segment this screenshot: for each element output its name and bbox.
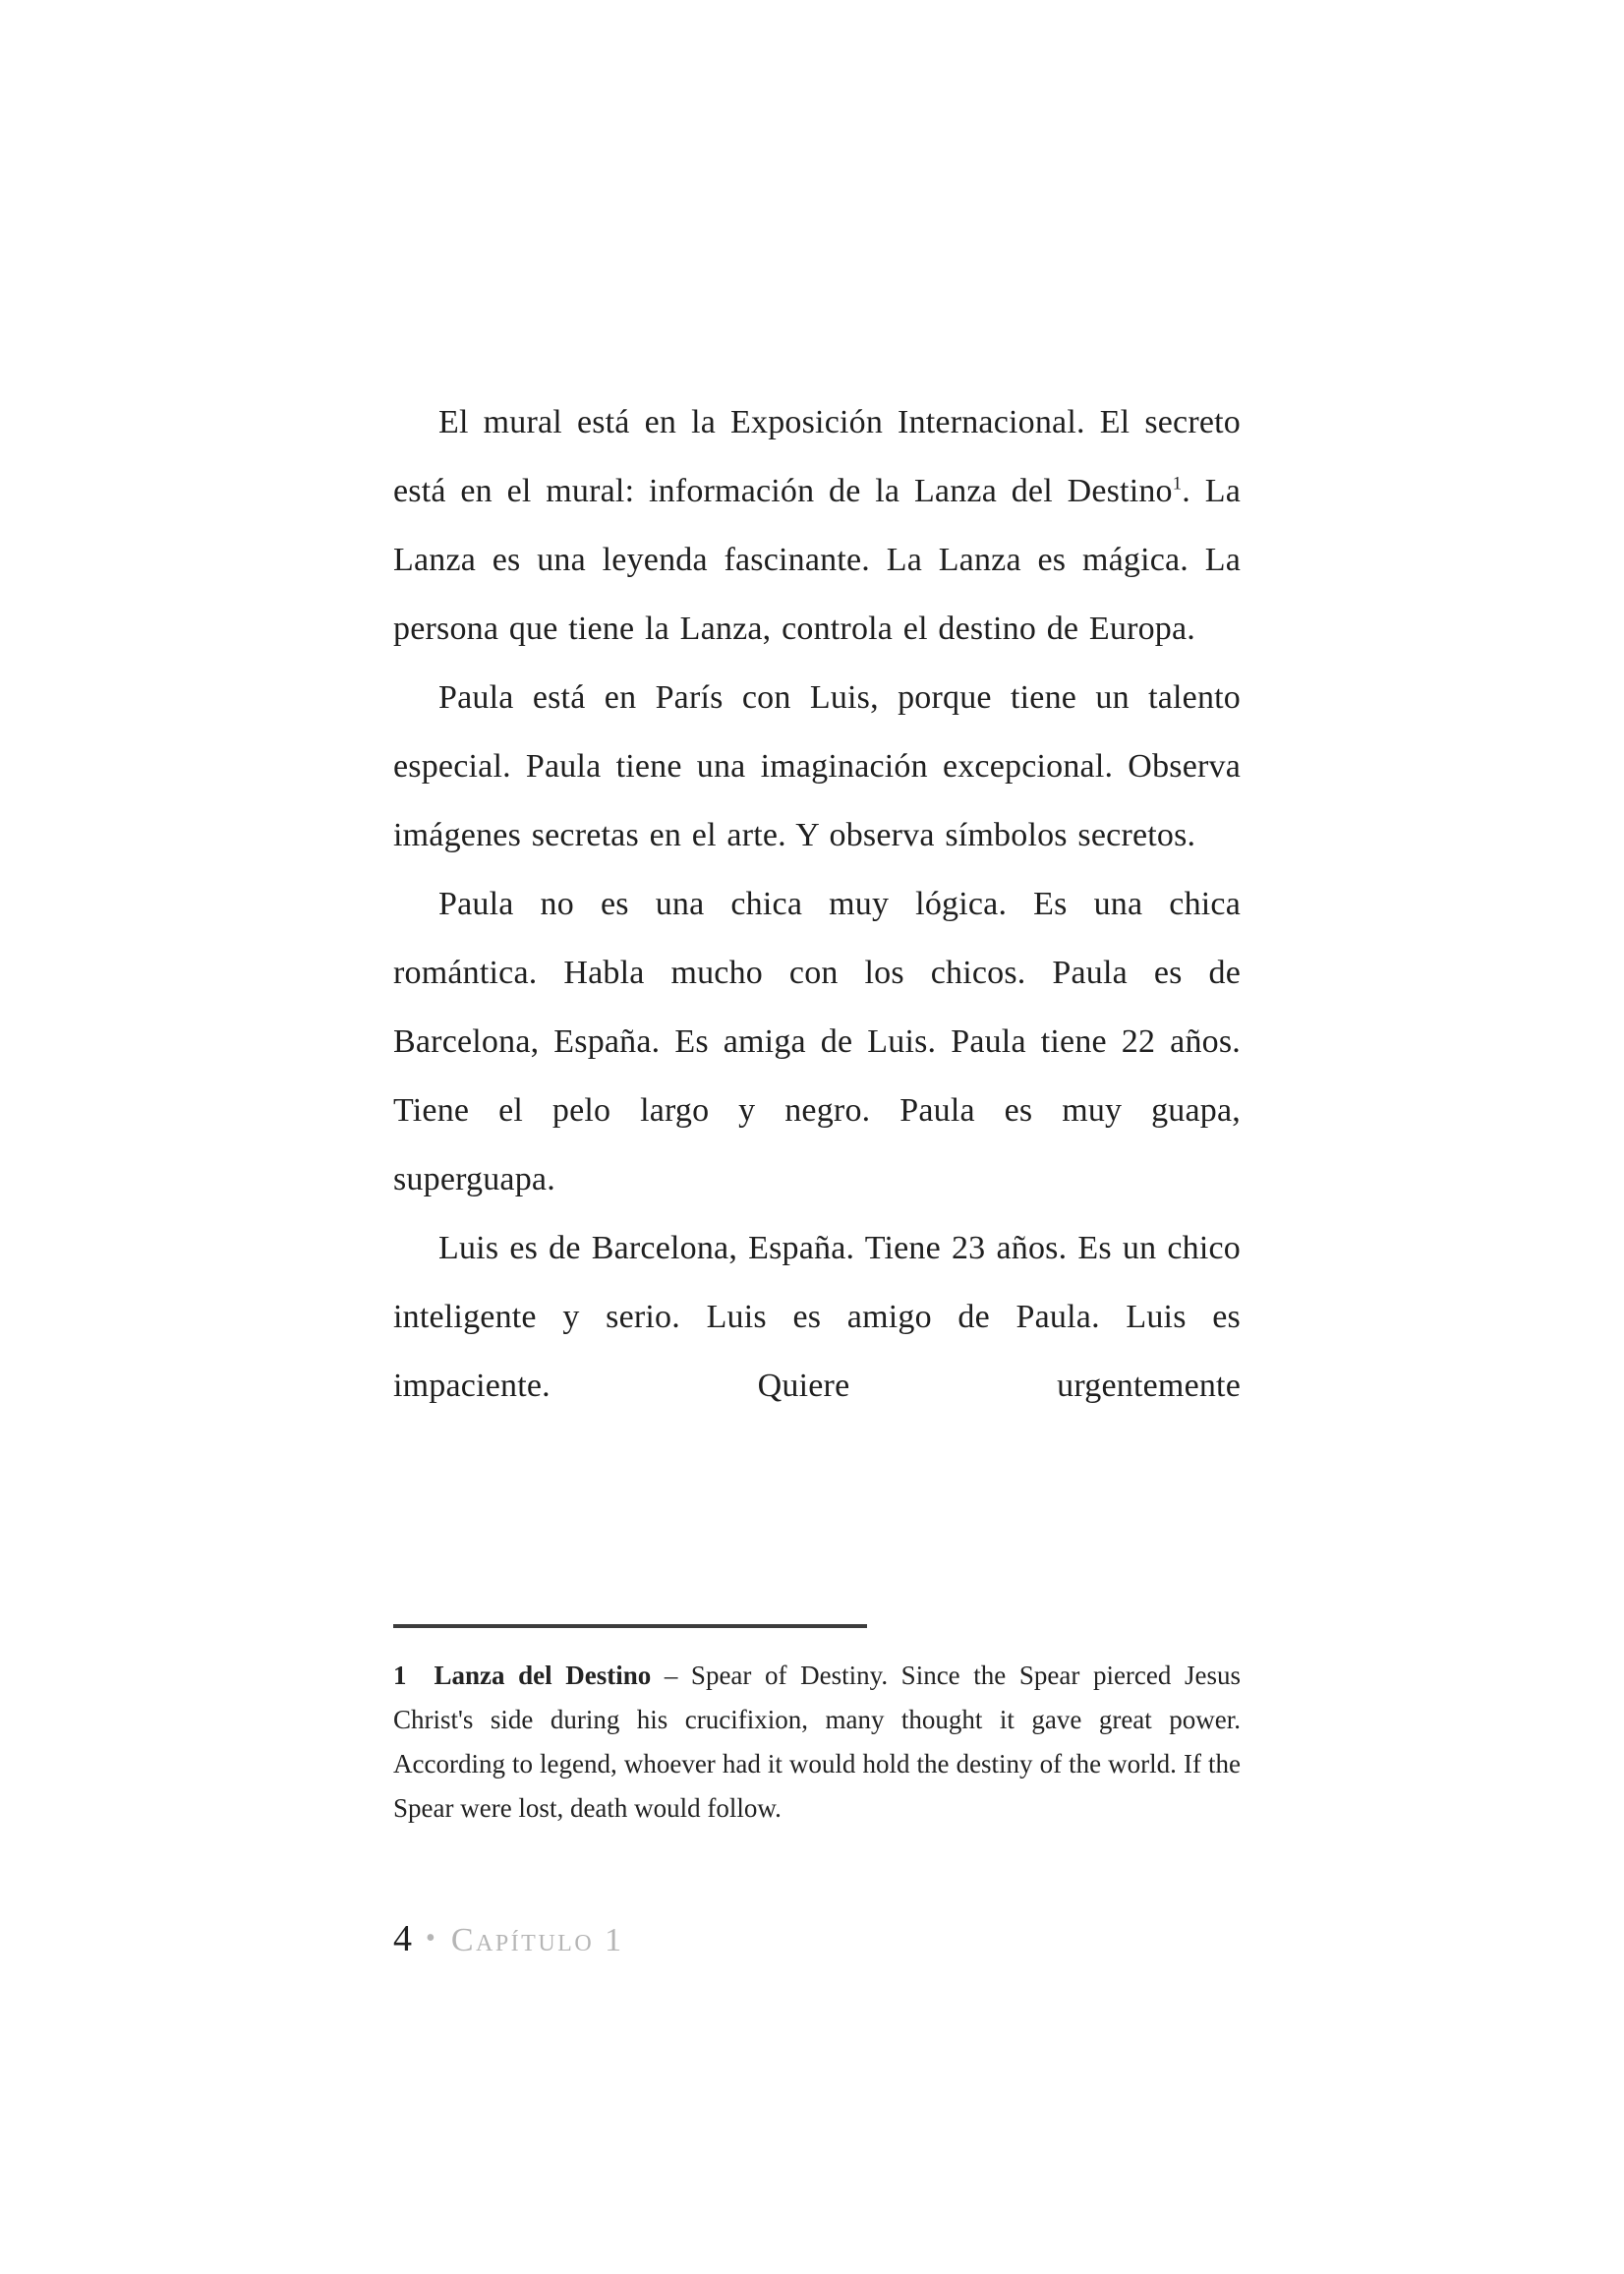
bullet-separator: • <box>426 1923 435 1953</box>
paragraph-3: Paula no es una chica muy lógica. Es una chica romántica. Habla mucho con los chicos. Paula es de Barcelona, España. Es amiga de Luis. Paula tiene 22 años. Tiene el pelo largo y negro. Paula es muy guapa, superguapa. <box>393 886 1241 1197</box>
footnote-definition: – Spear of Destiny. Since the Spear pierced Jesus Christ's side during his crucifixion, many thought it gave great power. According to legend, whoever had it would hold the destiny of the world. If the Spear were lost, death would follow. <box>393 1661 1241 1823</box>
paragraph-2: Paula está en París con Luis, porque tiene un talento especial. Paula tiene una imaginación excepcional. Observa imágenes secretas en el arte. Y observa símbolos secretos. <box>393 679 1241 853</box>
footnote-marker: 1 <box>393 1661 407 1690</box>
footnote-reference: 1 <box>1172 473 1183 495</box>
footnote-section <box>393 1624 1241 1831</box>
paragraph-1-text: El mural está en la Exposición Internacional. El secreto está en el mural: información de la Lanza del Destino <box>393 404 1241 509</box>
footnote-term: Lanza del Destino <box>434 1661 652 1690</box>
paragraph-1 <box>393 388 1241 664</box>
chapter-label: Capítulo 1 <box>450 1922 624 1958</box>
footnote-text <box>393 1654 1241 1831</box>
footnote-divider <box>393 1624 867 1628</box>
paragraph-4: Luis es de Barcelona, España. Tiene 23 años. Es un chico inteligente y serio. Luis es amigo de Paula. Luis es impaciente. Quiere urgentemente <box>393 1230 1241 1404</box>
body-text-block <box>393 388 1241 1421</box>
paragraph-1-continuation: . La Lanza es una leyenda fascinante. La Lanza es mágica. La persona que tiene la Lanza, controla el destino de Europa. <box>393 473 1241 647</box>
page-footer <box>393 1917 624 1960</box>
page-number: 4 <box>393 1918 412 1959</box>
